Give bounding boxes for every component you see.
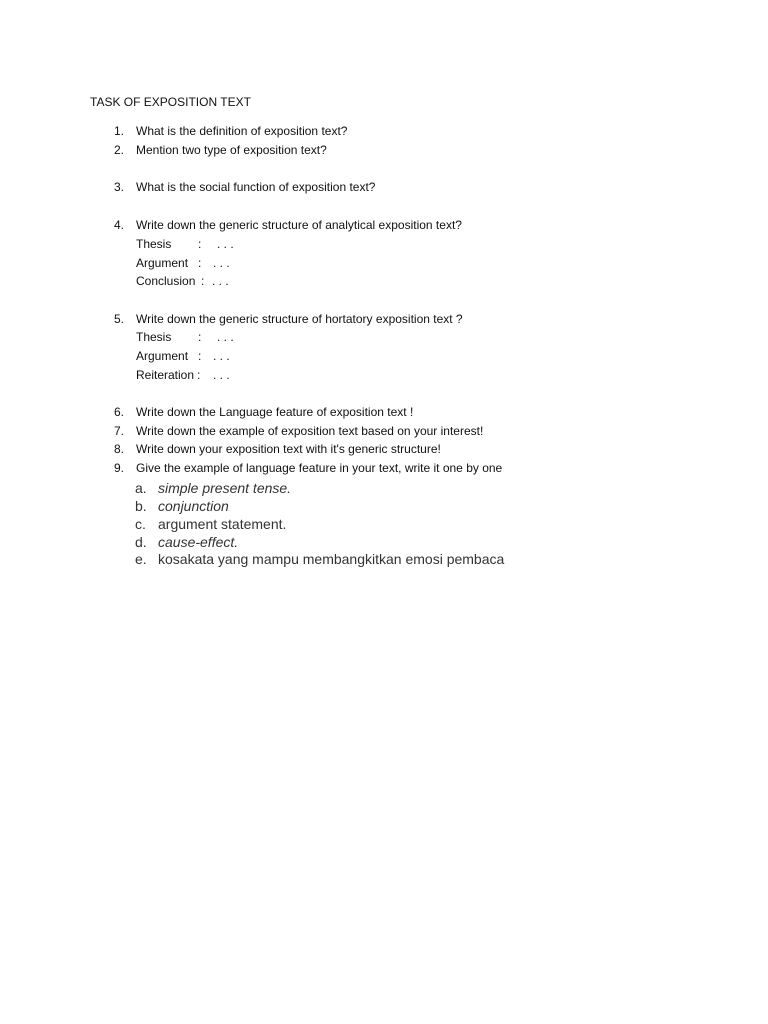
option-text: argument statement. <box>158 516 287 532</box>
question-text: Write down the Language feature of exposition text ! <box>136 405 414 419</box>
structure-blank: . . . <box>213 349 230 363</box>
question-number: 8. <box>113 442 124 456</box>
structure-blank: . . . <box>212 274 229 288</box>
question-text: What is the definition of exposition text? <box>136 124 348 138</box>
structure-label: Thesis <box>136 237 172 251</box>
question-number: 5. <box>113 312 124 326</box>
question-number: 4. <box>113 218 124 232</box>
structure-blank: . . . <box>213 368 230 382</box>
document-title: TASK OF EXPOSITION TEXT <box>90 95 251 109</box>
option-letter: d. <box>135 534 147 550</box>
question-text: Write down the example of exposition text based on your interest! <box>136 424 484 438</box>
option-text: cause-effect. <box>158 534 239 550</box>
structure-separator: : <box>198 349 202 363</box>
question-text: Mention two type of exposition text? <box>136 143 327 157</box>
question-text: Give the example of language feature in your text, write it one by one <box>136 461 503 475</box>
question-number: 9. <box>113 461 124 475</box>
structure-blank: . . . <box>213 256 230 270</box>
option-text: kosakata yang mampu membangkitkan emosi pembaca <box>158 551 505 567</box>
option-text: conjunction <box>158 498 229 514</box>
structure-label: Thesis <box>136 330 172 344</box>
question-number: 6. <box>113 405 124 419</box>
option-letter: b. <box>135 498 147 514</box>
structure-label: Conclusion <box>136 274 196 288</box>
question-number: 1. <box>113 124 124 138</box>
question-text: Write down your exposition text with it's generic structure! <box>136 442 441 456</box>
structure-separator: : <box>197 368 201 382</box>
question-number: 3. <box>113 180 124 194</box>
structure-label: Argument <box>136 256 189 270</box>
option-letter: e. <box>135 551 147 567</box>
structure-separator: : <box>198 256 202 270</box>
structure-label: Reiteration <box>136 368 195 382</box>
option-letter: a. <box>135 480 147 496</box>
structure-separator: : <box>198 237 202 251</box>
option-letter: c. <box>135 516 146 532</box>
question-text: What is the social function of exposition text? <box>136 180 376 194</box>
option-text: simple present tense. <box>158 480 292 496</box>
structure-blank: . . . <box>217 330 234 344</box>
question-text: Write down the generic structure of hortatory exposition text ? <box>136 312 463 326</box>
question-number: 7. <box>113 424 124 438</box>
structure-label: Argument <box>136 349 189 363</box>
structure-blank: . . . <box>217 237 234 251</box>
structure-separator: : <box>198 330 202 344</box>
structure-separator: : <box>201 274 205 288</box>
question-number: 2. <box>113 143 124 157</box>
question-text: Write down the generic structure of analytical exposition text? <box>136 218 462 232</box>
